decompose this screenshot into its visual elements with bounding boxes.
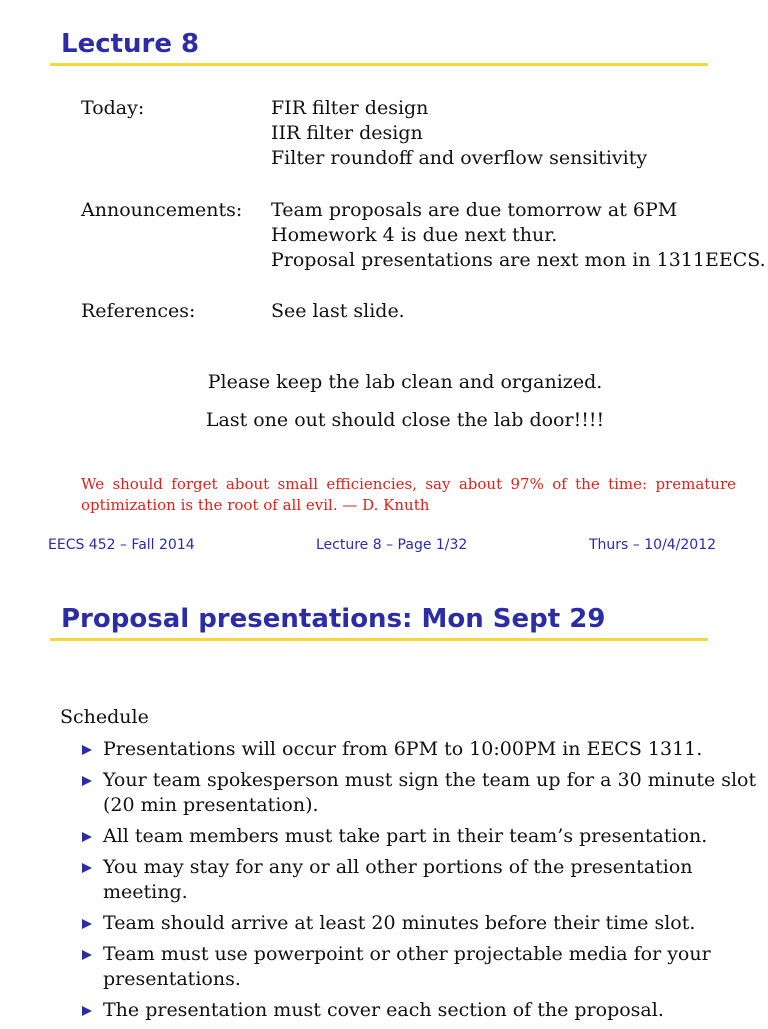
title-rule [50,63,708,66]
announcement-item: Proposal presentations are next mon in 1311EECS. [271,249,766,271]
list-item [78,998,758,1023]
list-item [78,737,758,762]
footer-page: Lecture 8 – Page 1/32 [316,537,468,553]
bullet-text: You may stay for any or all other portions of the presentation meeting. [103,856,693,903]
bullet-triangle-icon [82,745,92,755]
list-item [78,768,758,818]
bullet-list [78,737,758,1029]
slide-title: Lecture 8 [61,29,200,59]
bullet-text: Presentations will occur from 6PM to 10:00PM in EECS 1311. [103,738,703,760]
bullet-triangle-icon [82,1006,92,1016]
today-item: FIR filter design [271,97,429,119]
bullet-text: Team must use powerpoint or other projectable media for your presentations. [103,943,711,990]
title-rule [50,638,708,641]
bullet-triangle-icon [82,919,92,929]
list-item [78,855,758,905]
lab-note: Last one out should close the lab door!!!! [205,409,605,431]
bullet-triangle-icon [82,776,92,786]
bullet-triangle-icon [82,832,92,842]
bullet-triangle-icon [82,950,92,960]
bullet-text: Team should arrive at least 20 minutes before their time slot. [103,912,696,934]
knuth-quote: We should forget about small efficiencies, say about 97% of the time: premature optimization is the root of all evil. — D. Knuth [81,475,736,514]
bullet-text: Your team spokesperson must sign the team up for a 30 minute slot (20 min presentation). [103,769,757,816]
section-heading: Schedule [60,706,149,728]
list-item [78,824,758,849]
today-item: Filter roundoff and overflow sensitivity [271,147,648,169]
bullet-text: All team members must take part in their team’s presentation. [103,825,708,847]
announcement-item: Team proposals are due tomorrow at 6PM [271,199,678,221]
lab-note: Please keep the lab clean and organized. [207,371,603,393]
list-item [78,942,758,992]
today-item: IIR filter design [271,122,423,144]
reference-item: See last slide. [271,300,405,322]
announcement-item: Homework 4 is due next thur. [271,224,558,246]
list-item [78,911,758,936]
footer-course: EECS 452 – Fall 2014 [48,537,195,553]
announcements-label: Announcements: [81,199,243,221]
today-label: Today: [81,97,145,119]
bullet-triangle-icon [82,863,92,873]
references-label: References: [81,300,196,322]
footer-date: Thurs – 10/4/2012 [589,537,717,553]
slide-title: Proposal presentations: Mon Sept 29 [61,604,606,634]
bullet-text: The presentation must cover each section of the proposal. [103,999,664,1021]
